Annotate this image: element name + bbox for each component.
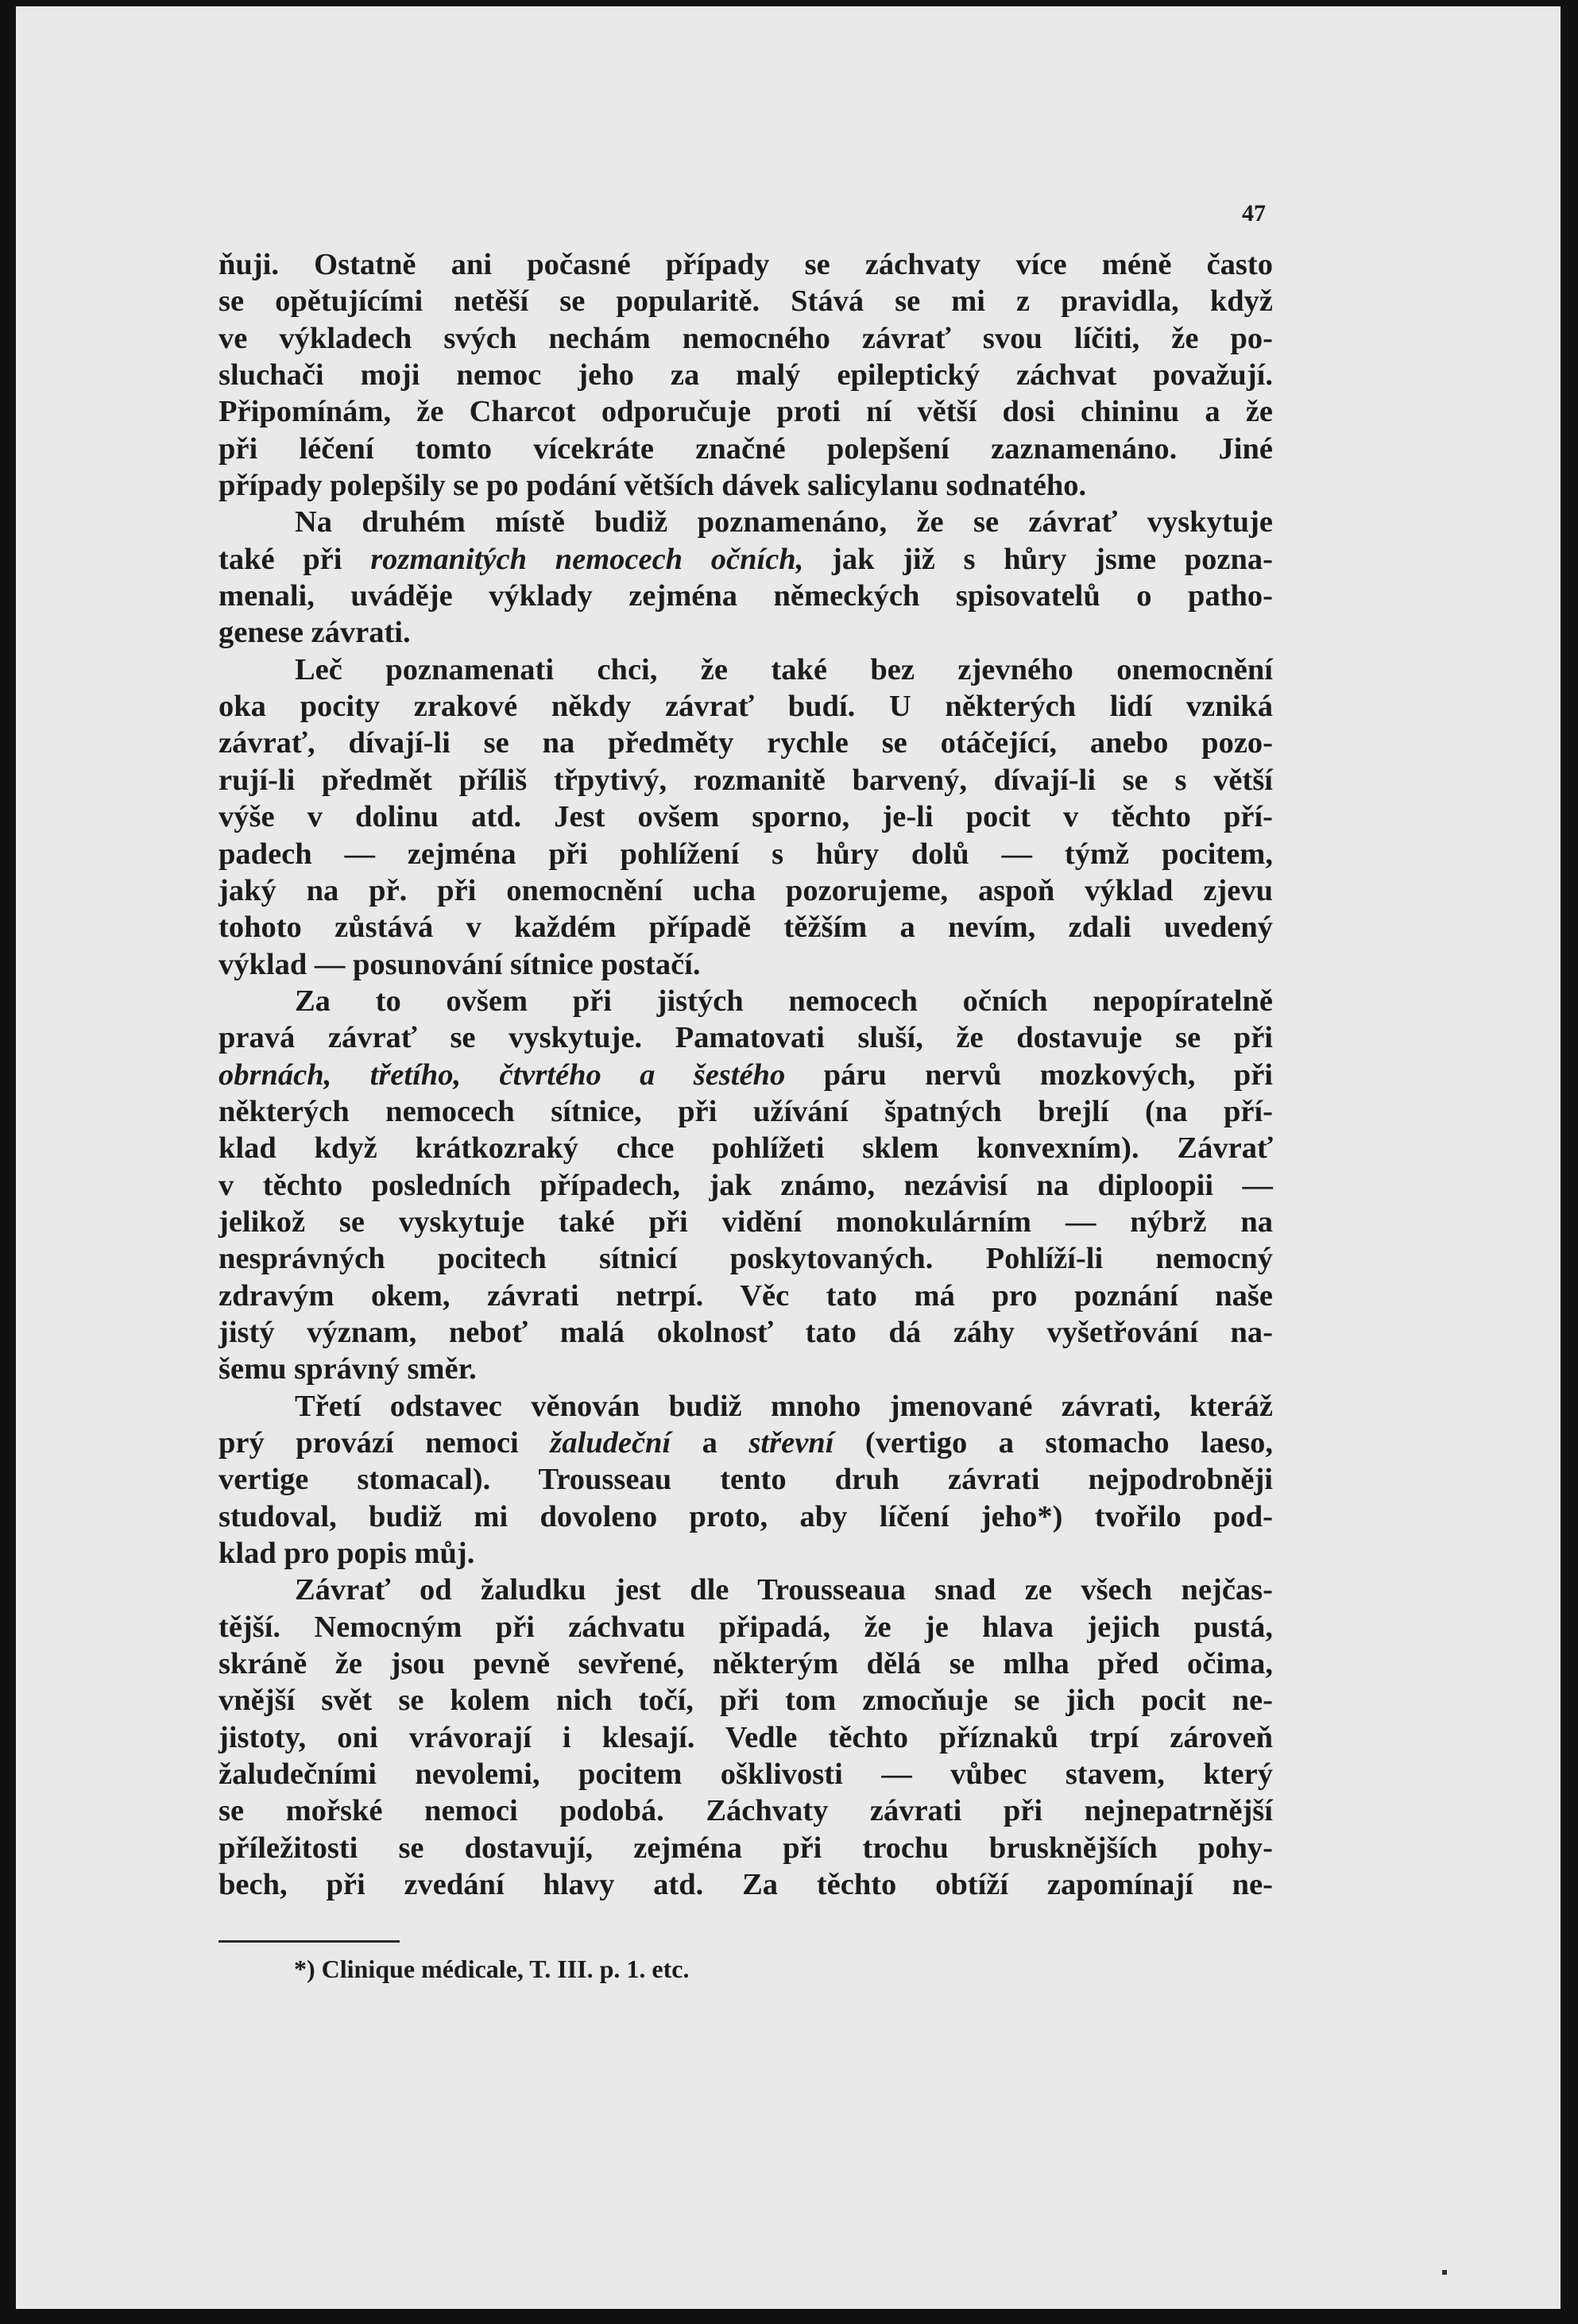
text-line: při léčení tomto vícekráte značné polepšení zaznamenáno. Jiné <box>219 431 1273 466</box>
page-number: 47 <box>1242 200 1266 226</box>
text-line: jaký na př. při onemocnění ucha pozorujeme, aspoň výklad zjevu <box>219 873 1273 907</box>
text-line: případy polepšily se po podání větších dávek salicylanu sodnatého. <box>219 469 1087 503</box>
text-line: některých nemocech sítnice, při užívání špatných brejlí (na pří- <box>219 1094 1273 1128</box>
text-line: Za to ovšem při jistých nemocech očních nepopíratelně <box>295 984 1273 1018</box>
text-line: menali, uváděje výklady zejména německých spisovatelů o patho- <box>219 579 1273 613</box>
text-line: také při rozmanitých nemocech očních, jak již s hůry jsme pozna- <box>219 542 1273 576</box>
text-line: skráně že jsou pevně sevřené, některým dělá se mlha před očima, <box>219 1647 1273 1681</box>
text-line: Třetí odstavec věnován budiž mnoho jmenované závrati, kteráž <box>295 1389 1273 1423</box>
text-line: se opětujícími netěší se popularitě. Stává se mi z pravidla, když <box>219 284 1273 319</box>
text-line: oka pocity zrakové někdy závrať budí. U některých lidí vzniká <box>219 690 1273 724</box>
text-line: padech — zejména při pohlížení s hůry dolů — týmž pocitem, <box>219 837 1273 871</box>
text-line: závrať, dívají-li se na předměty rychle se otáčející, anebo pozo- <box>219 726 1273 760</box>
text-line: jistoty, oni vrávorají i klesají. Vedle těchto příznaků trpí zároveň <box>219 1720 1273 1754</box>
text-line: ve výkladech svých nechám nemocného závrať svou líčiti, že po- <box>219 321 1273 355</box>
text-line: vnější svět se kolem nich točí, při tom zmocňuje se jich pocit ne- <box>219 1684 1273 1718</box>
text-line: obrnách, třetího, čtvrtého a šestého páru nervů mozkových, při <box>219 1058 1273 1092</box>
text-line: žaludečními nevolemi, pocitem ošklivosti — vůbec stavem, který <box>219 1758 1273 1792</box>
text-line: klad pro popis můj. <box>219 1537 475 1571</box>
text-line: vertige stomacal). Trousseau tento druh závrati nejpodrobněji <box>219 1463 1273 1497</box>
text-line: jistý význam, neboť malá okolnosť tato dá záhy vyšetřování na- <box>219 1315 1273 1349</box>
text-line: se mořské nemoci podobá. Záchvaty závrati při nejnepatrnější <box>219 1794 1273 1828</box>
text-line: ňuji. Ostatně ani počasné případy se záchvaty více méně často <box>219 248 1273 281</box>
text-line: v těchto posledních případech, jak známo, nezávisí na diploopii — <box>219 1168 1273 1202</box>
text-line: tější. Nemocným při záchvatu připadá, že je hlava jejich pustá, <box>219 1610 1273 1644</box>
text-line: bech, při zvedání hlavy atd. Za těchto obtíží zapomínají ne- <box>219 1868 1273 1902</box>
text-line: jelikož se vyskytuje také při vidění monokulárním — nýbrž na <box>219 1205 1273 1239</box>
book-page <box>16 6 1561 2309</box>
footnote-divider <box>219 1940 400 1943</box>
text-line: Na druhém místě budiž poznamenáno, že se závrať vyskytuje <box>295 505 1273 539</box>
text-line: šemu správný směr. <box>219 1352 477 1386</box>
text-line: zdravým okem, závrati netrpí. Věc tato má pro poznání naše <box>219 1278 1273 1313</box>
text-line: Leč poznamenati chci, že také bez zjevného onemocnění <box>295 652 1273 686</box>
text-line: tohoto zůstává v každém případě těžším a nevím, zdali uvedený <box>219 911 1273 945</box>
text-line: studoval, budiž mi dovoleno proto, aby líčení jeho*) tvořilo pod- <box>219 1499 1273 1533</box>
text-line: výklad — posunování sítnice postačí. <box>219 947 701 981</box>
text-line: genese závrati. <box>219 616 411 650</box>
text-line: Připomínám, že Charcot odporučuje proti ní větší dosi chininu a že <box>219 395 1273 429</box>
text-line: pravá závrať se vyskytuje. Pamatovati sluší, že dostavuje se při <box>219 1021 1273 1055</box>
text-line: nesprávných pocitech sítnicí poskytovaných. Pohlíží-li nemocný <box>219 1242 1273 1276</box>
text-line: Závrať od žaludku jest dle Trousseaua snad ze všech nejčas- <box>295 1573 1273 1607</box>
body-text <box>219 246 1273 1903</box>
text-line: sluchači moji nemoc jeho za malý epileptický záchvat považují. <box>219 358 1273 392</box>
text-line: prý provází nemoci žaludeční a střevní (vertigo a stomacho laeso, <box>219 1426 1274 1460</box>
text-line: klad když krátkozraký chce pohlížeti sklem konvexním). Závrať <box>219 1131 1273 1166</box>
footnote: *) Clinique médicale, T. III. p. 1. etc. <box>294 1955 690 1983</box>
text-line: příležitosti se dostavují, zejména při trochu brusknějších pohy- <box>219 1831 1273 1865</box>
text-line: výše v dolinu atd. Jest ovšem sporno, je-li pocit v těchto pří- <box>219 800 1273 834</box>
text-line: rují-li předmět příliš třpytivý, rozmanitě barvený, dívají-li se s větší <box>219 763 1273 797</box>
scan-artifact-mark <box>1442 2270 1447 2275</box>
